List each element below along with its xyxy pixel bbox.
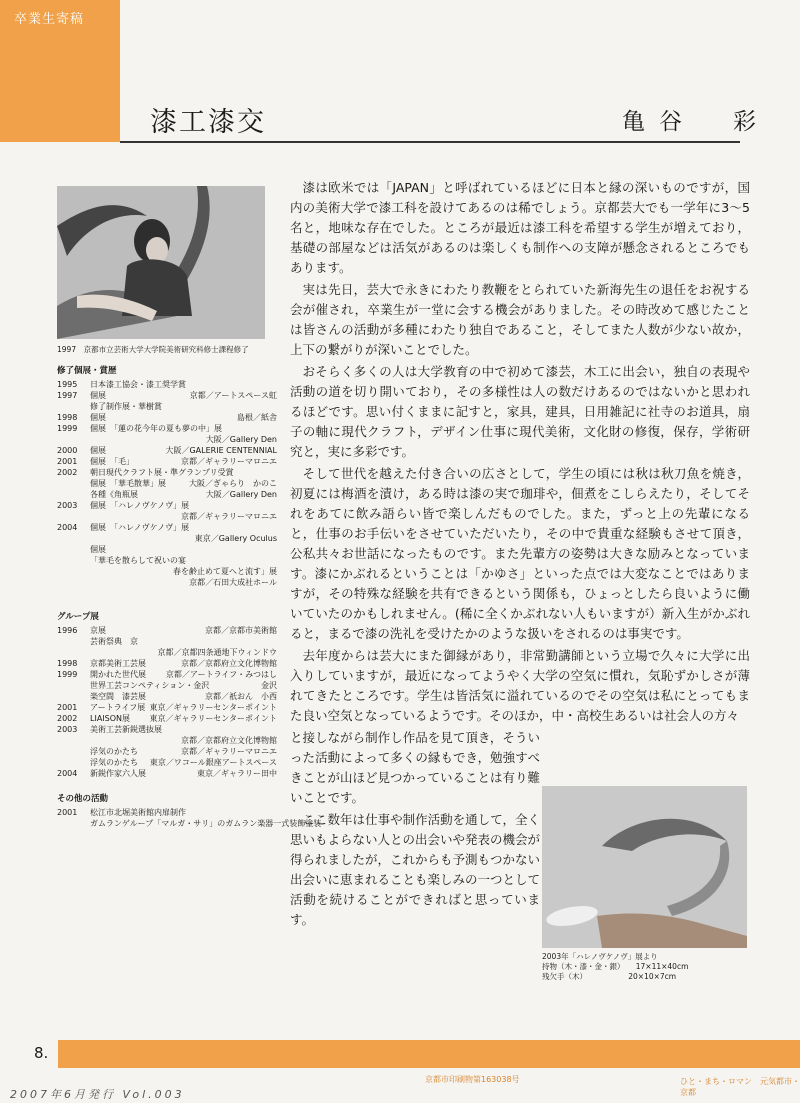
history-loc: 大阪／GALERIE CENTENNIAL — [165, 446, 277, 455]
history-year — [57, 746, 90, 757]
history-loc: 京都／祇おん 小西 — [205, 692, 277, 701]
history-row — [57, 746, 277, 757]
history-loc: 東京／ギャラリーセンターポイント — [149, 714, 277, 723]
history-year — [57, 489, 90, 500]
title-rule — [120, 141, 740, 143]
history-year: 1998 — [57, 413, 78, 422]
history-text — [90, 577, 185, 588]
other-list — [57, 807, 322, 829]
awards-list — [57, 379, 277, 588]
other-activities-section — [57, 794, 322, 829]
history-year — [57, 566, 90, 577]
history-year: 1997 — [57, 391, 78, 400]
history-year — [57, 757, 90, 768]
history-year — [57, 680, 90, 691]
history-text: 修了制作展・華樹賞 — [90, 402, 162, 411]
history-row — [57, 511, 277, 522]
history-text: 日本漆工協会・漆工奨学賞 — [90, 380, 186, 389]
city-slogan: ひと・まち・ロマン 元気都市・京都 — [680, 1077, 800, 1097]
history-row — [57, 702, 277, 713]
history-text: 個展 — [90, 391, 106, 400]
history-text — [90, 511, 177, 522]
history-year: 2001 — [57, 703, 78, 712]
history-year: 2003 — [57, 501, 78, 510]
history-row — [57, 390, 277, 401]
history-year: 2002 — [57, 714, 78, 723]
history-year: 1999 — [57, 670, 78, 679]
history-loc: 大阪／Gallery Den — [205, 435, 277, 444]
history-text: 新鋭作家六人展 — [90, 769, 146, 778]
history-text: 世界工芸コンペティション・金沢 — [90, 681, 210, 690]
body-paragraph: 去年度からは芸大にまた御縁があり，非常勤講師という立場で久々に大学に出入りしていますが，最近になってようやく大学の空気に慣れ，気恥ずかしさが薄れてきたところです。学生は皆活気に溢れているのでその空気は私にとってもまた良い空気となっているようです。そのほか，中・高校生あるいは社会人の方々 — [290, 648, 750, 723]
history-row — [57, 500, 277, 511]
article-title: 漆工漆交 — [150, 107, 266, 138]
history-row — [57, 489, 277, 500]
history-loc: 京都／アートライフ・みつはし — [165, 670, 277, 679]
history-year — [57, 555, 90, 566]
history-row — [57, 658, 277, 669]
history-year: 1998 — [57, 659, 78, 668]
history-row — [57, 647, 277, 658]
history-text: 京展 — [90, 626, 106, 635]
history-row — [57, 636, 277, 647]
history-year: 1995 — [57, 380, 78, 389]
history-text: 個展 「蓮の花今年の夏も夢の中」展 — [90, 424, 222, 433]
history-text: 個展 「ハレノヴケノヴ」展 — [90, 501, 190, 510]
group-list — [57, 625, 277, 779]
history-row — [57, 625, 277, 636]
history-loc: 京都／京都府立文化博物館 — [181, 736, 277, 745]
history-text: 朝日現代クラフト展・準グランプリ受賞 — [90, 468, 234, 477]
history-row — [57, 478, 277, 489]
history-loc: 京都／石田大成社ホール — [189, 578, 277, 587]
history-year: 2002 — [57, 468, 78, 477]
history-row — [57, 467, 277, 478]
history-loc: 大阪／ぎゃらり かのこ — [189, 479, 277, 488]
history-year: 1999 — [57, 424, 78, 433]
history-year — [57, 533, 90, 544]
history-year — [57, 401, 90, 412]
history-row — [57, 735, 277, 746]
history-year — [57, 636, 90, 647]
history-row — [57, 379, 277, 390]
section-tab-label: 卒業生寄稿 — [14, 12, 85, 27]
group-title: グループ展 — [57, 612, 99, 622]
history-row — [57, 555, 277, 566]
history-row — [57, 423, 277, 434]
history-text: 開かれた世代展 — [90, 670, 146, 679]
history-loc: 東京／ギャラリーセンターポイント — [149, 703, 277, 712]
awards-title: 修了個展・賞歴 — [57, 366, 117, 376]
history-text: 松江市北堀美術館内扉制作 — [90, 808, 186, 817]
history-loc: 京都／京都四条通地下ウィンドウ — [157, 648, 277, 657]
body-paragraph: 実は先日，芸大で永きにわたり教鞭をとられていた新海先生の退任をお祝する会が催され，卒業生が一堂に会する機会がありました。その時改めて感じたことは皆さんの活動が多種にわたり独自であること，そしてまた人数が少ない故か，上下の繋がりが深いことでした。 — [290, 282, 750, 357]
history-text — [90, 735, 177, 746]
history-row — [57, 691, 277, 702]
history-text: 浮気のかたち — [90, 758, 138, 767]
history-loc: 京都／ギャラリーマロニエ — [181, 512, 277, 521]
body-paragraph: 漆は欧米では「JAPAN」と呼ばれているほどに日本と縁の深いものですが，国内の美術大学で漆工科を設けてあるのは稀でしょう。京都芸大でも一学年に3〜5名と，地味な存在でした。ところが最近は漆工科を希望する学生が増えており，基礎の部屋などは活気があるのは楽しくも制作への支障が懸念されるところでもあります。 — [290, 180, 750, 275]
history-loc: 島根／紙舎 — [237, 413, 277, 422]
history-year — [57, 577, 90, 588]
history-loc: 東京／Gallery Oculus — [194, 534, 277, 543]
history-text: 楽空間 漆芸展 — [90, 692, 146, 701]
history-loc: 金沢 — [261, 681, 277, 690]
history-row — [57, 768, 277, 779]
history-loc: 京都／京都市美術館 — [205, 626, 277, 635]
body-paragraph: ここ数年は仕事や制作活動を通して，全く思いもよらない人との出会いや発表の機会が得られましたが，これからも予測もつかない出会いに恵まれることも楽しみの一つとして活動を続けることができればと思っています。 — [290, 812, 541, 927]
history-year — [57, 511, 90, 522]
portrait-caption: 1997 京都市立芸術大学大学院美術研究科修士課程修了 — [57, 345, 249, 354]
history-year: 2000 — [57, 446, 78, 455]
history-year — [57, 434, 90, 445]
history-text — [90, 566, 169, 577]
history-row — [57, 544, 277, 555]
history-row — [57, 456, 277, 467]
artist-portrait-photo — [57, 186, 265, 339]
history-row — [57, 577, 277, 588]
body-paragraph: おそらく多くの人は大学教育の中で初めて漆芸，木工に出会い，独自の表現や活動の道を切り開いており，その多様性は人の数だけあるのではないかと思われるほどです。思い付くままに記すと，家具，建具，日用雑記に社寺のお道具，扇子の軸に現代クラフト，デザイン仕事に現代美術，文化財の修復，保存，学術研究と，実に多彩です。 — [290, 364, 750, 459]
history-loc: 京都／京都府立文化博物館 — [181, 659, 277, 668]
history-row — [57, 522, 277, 533]
history-loc: 大阪／Gallery Den — [205, 490, 277, 499]
other-title: その他の活動 — [57, 794, 109, 804]
awards-section — [57, 366, 277, 588]
history-text: 芸術祭典 京 — [90, 637, 138, 646]
history-row — [57, 566, 277, 577]
print-number: 京都市印刷物第163038号 — [425, 1075, 520, 1084]
history-year — [57, 544, 90, 555]
history-year — [57, 818, 90, 829]
history-row — [57, 401, 277, 412]
history-row — [57, 445, 277, 456]
history-text: 個展 — [90, 545, 106, 554]
history-loc: 京都／アートスペース虹 — [189, 391, 277, 400]
history-row — [57, 680, 277, 691]
artwork-caption-line: 2003年「ハレノヴケノヴ」展より — [542, 952, 658, 961]
history-text: 個展 — [90, 413, 106, 422]
history-row — [57, 724, 277, 735]
history-year — [57, 647, 90, 658]
history-loc: 東京／ワコール銀座アートスペース — [149, 758, 277, 767]
body-paragraph: と接しながら制作し作品を見て頂き，そういった活動によって多くの縁もでき，勉強すべきことが山ほど見つかっていることは有り難いことです。 — [290, 730, 541, 805]
history-loc: 京都／ギャラリーマロニエ — [181, 457, 277, 466]
handwritten-note: 2007年6月発行 Vol.003 — [10, 1088, 185, 1101]
article-author: 亀谷 彩 — [622, 109, 770, 135]
history-text: ガムランゲループ「マルガ・サリ」のガムラン楽器一式装飾塗装 — [90, 819, 322, 828]
history-loc: 春を齢止めて夏へと流す」展 — [173, 567, 277, 576]
history-loc: 東京／ギャラリー田中 — [197, 769, 277, 778]
history-loc: 京都／ギャラリーマロニエ — [181, 747, 277, 756]
artwork-caption-line: 残欠手（木） 20×10×7cm — [542, 972, 677, 981]
history-text: 個展 「華毛散華」展 — [90, 479, 166, 488]
history-text — [90, 434, 202, 445]
history-row — [57, 533, 277, 544]
history-year — [57, 735, 90, 746]
history-year: 1996 — [57, 626, 78, 635]
history-year: 2001 — [57, 457, 78, 466]
history-row — [57, 757, 277, 768]
history-text: 京都美術工芸展 — [90, 659, 146, 668]
body-paragraph: そして世代を越えた付き合いの広さとして，学生の頃には秋は秋刀魚を焼き，初夏には梅酒を漬け，ある時は漆の実で珈琲や，佃煮をこしらえたり，そしてそれをあてに飲み語らい皆で楽しんだものでした。また，ずっと上の先輩になると，仕事のお手伝いをさせていただいたり，その中で貴重な経験もさせて頂き，公私共々お世話になったものです。また先輩方の姿勢は大きな励みとなっています。漆にかぶれるということは「かゆさ」といった点では大変なことではありますが，その特殊な経験を共有できるという関係も，ひょっとしたら良いように働いていたのかもしれません。(稀に全くかぶれない人もいますが）新入生がかぶれると，まるで漆の洗礼を受けたかのような扱いをされるのは事実です。 — [290, 466, 750, 641]
history-year: 2001 — [57, 808, 78, 817]
artwork-photo — [542, 786, 747, 948]
history-text: LIAISON展 — [90, 714, 131, 723]
history-text: 個展 「毛」 — [90, 457, 134, 466]
history-year — [57, 691, 90, 702]
page-number: 8. — [34, 1044, 49, 1062]
group-exhibitions-section — [57, 612, 277, 779]
history-text: 「華毛を散らして祝いの宴 — [90, 556, 186, 565]
history-text: 各種《角瓶展 — [90, 490, 138, 499]
artwork-caption-line: 持物（木・漆・金・銀） 17×11×40cm — [542, 962, 689, 971]
history-row — [57, 434, 277, 445]
history-row — [57, 713, 277, 724]
history-text — [90, 647, 153, 658]
history-year: 2004 — [57, 523, 78, 532]
history-year: 2004 — [57, 769, 78, 778]
artwork-caption — [542, 952, 752, 982]
history-text: 個展 — [90, 446, 106, 455]
footer-bar — [58, 1040, 800, 1068]
history-row — [57, 669, 277, 680]
history-row — [57, 412, 277, 423]
history-row — [57, 818, 322, 829]
history-text: アートライフ展 — [90, 703, 146, 712]
history-text: 浮気のかたち — [90, 747, 138, 756]
history-text: 美術工芸新鋭選抜展 — [90, 725, 162, 734]
history-text: 個展 「ハレノヴケノヴ」展 — [90, 523, 190, 532]
history-row — [57, 807, 277, 818]
history-year — [57, 478, 90, 489]
history-text — [90, 533, 191, 544]
history-year: 2003 — [57, 725, 78, 734]
